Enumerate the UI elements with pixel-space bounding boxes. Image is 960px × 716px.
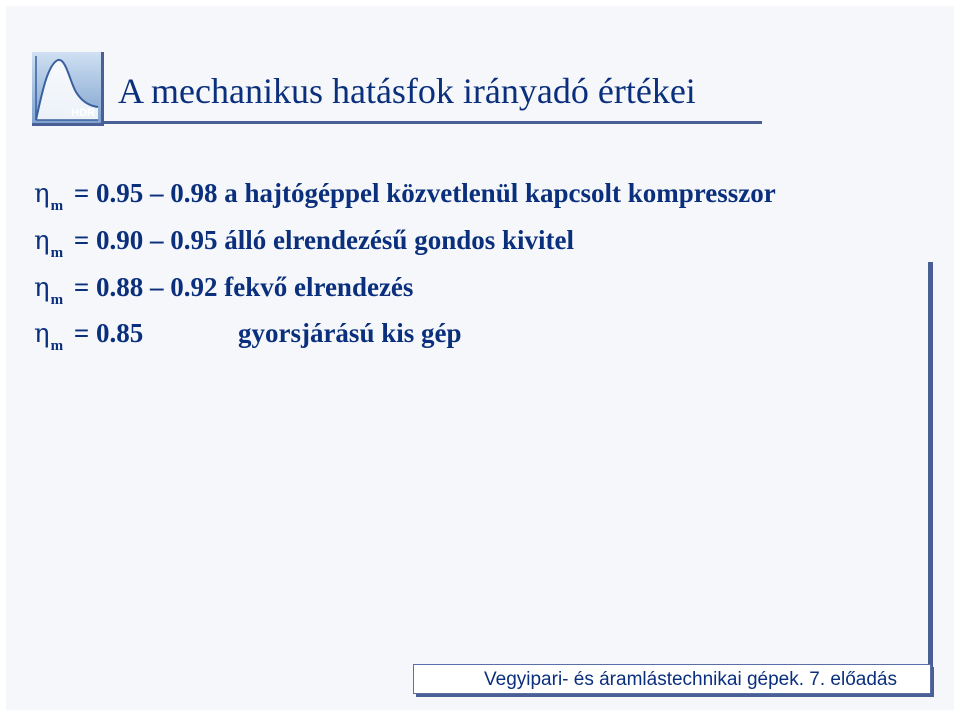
- eta-symbol: η: [34, 226, 50, 256]
- subscript: m: [50, 292, 64, 308]
- eta-symbol: η: [34, 273, 50, 303]
- footer-box: [413, 664, 931, 694]
- description: gyorsjárású kis gép: [237, 318, 462, 348]
- description: fekvő elrendezés: [224, 272, 414, 302]
- subscript: m: [50, 338, 64, 354]
- eta-symbol: η: [34, 179, 50, 209]
- hdr-logo: [32, 52, 104, 126]
- value-range: = 0.95 – 0.98: [73, 178, 218, 208]
- value-range: = 0.85: [73, 318, 144, 348]
- efficiency-line-4: [34, 318, 462, 354]
- subscript: m: [50, 198, 64, 214]
- logo-text: HDR: [71, 107, 95, 119]
- title-underline: [104, 121, 762, 124]
- description: a hajtógéppel közvetlenül kapcsolt kompresszor: [224, 178, 776, 208]
- right-accent-bar: [928, 262, 933, 670]
- efficiency-line-1: [34, 178, 776, 214]
- efficiency-line-2: [34, 225, 574, 261]
- eta-symbol: η: [34, 319, 50, 349]
- description: álló elrendezésű gondos kivitel: [224, 225, 574, 255]
- footer-text: Vegyipari- és áramlástechnikai gépek. 7. előadás: [484, 669, 897, 690]
- efficiency-line-3: [34, 272, 414, 308]
- subscript: m: [50, 245, 64, 261]
- value-range: = 0.88 – 0.92: [73, 272, 218, 302]
- value-range: = 0.90 – 0.95: [73, 225, 218, 255]
- page-title: A mechanikus hatásfok irányadó értékei: [118, 71, 696, 111]
